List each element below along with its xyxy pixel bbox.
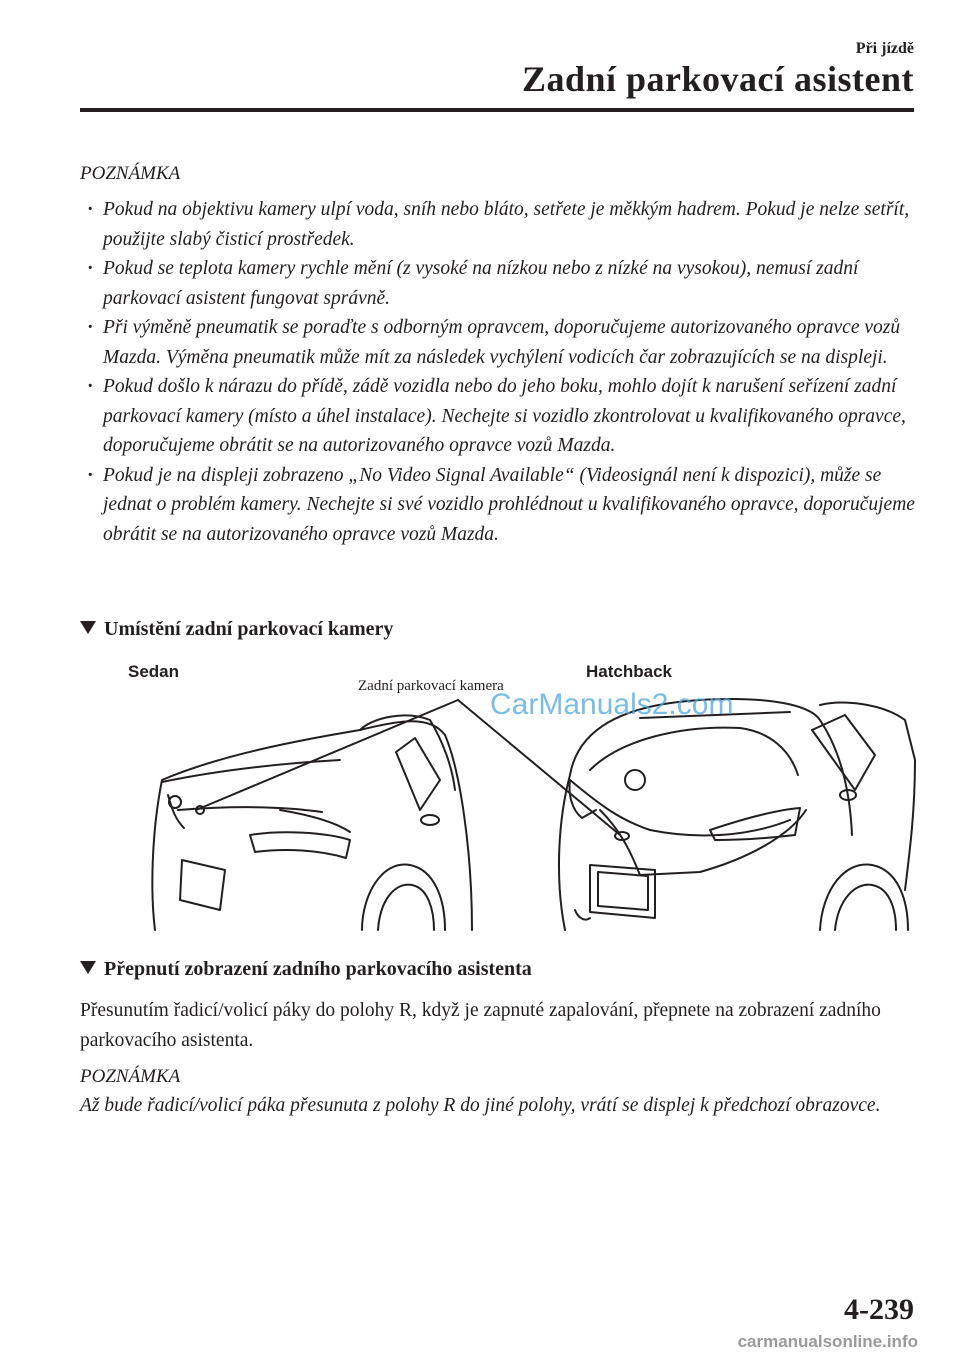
sedan-drawing xyxy=(152,715,472,930)
note-title: POZNÁMKA xyxy=(80,163,181,184)
figure-callout-camera: Zadní parkovací kamera xyxy=(358,678,504,694)
camera-location-figure xyxy=(100,660,920,935)
watermark: CarManuals2.com xyxy=(490,688,734,721)
header-rule xyxy=(80,108,914,112)
triangle-bullet-icon xyxy=(80,961,96,974)
section-heading-camera-location xyxy=(80,618,393,641)
display-switch-paragraph: Přesunutím řadicí/volicí páky do polohy R, když je zapnuté zapalování, přepnete na zobrazení zadního parkovacího asistenta. xyxy=(80,1000,881,1051)
page-header-title: Zadní parkovací asistent xyxy=(521,59,914,99)
figure-label-sedan: Sedan xyxy=(128,662,180,681)
page-number: 4-239 xyxy=(844,1293,914,1326)
section-heading-display-switch xyxy=(80,958,532,981)
note-bullet-item: · Při výměně pneumatik se poraďte s odborným opravcem, doporučujeme autorizovaného opravce vozů Mazda. Výměna pneumatik může mít za následek vychýlení vodicích čar zobrazujících se na displeji. xyxy=(80,313,920,372)
note-bullet-list xyxy=(80,195,920,549)
hatchback-drawing xyxy=(559,699,915,930)
note-title: POZNÁMKA xyxy=(80,1066,181,1087)
note-bullet-item: · Pokud je na displeji zobrazeno „No Video Signal Available“ (Videosignál není k dispozici), může se jednat o problém kamery. Nechejte si své vozidlo prohlédnout u kvalifikovaného opravce, doporučujeme obrátit se na autorizovaného opravce vozů Mazda. xyxy=(80,461,920,550)
note-bullet-item: · Pokud se teplota kamery rychle mění (z vysoké na nízkou nebo z nízké na vysokou), nemusí zadní parkovací asistent fungovat správně. xyxy=(80,254,920,313)
triangle-bullet-icon xyxy=(80,621,96,634)
section-heading-text: Přepnutí zobrazení zadního parkovacího asistenta xyxy=(104,958,532,980)
page-header-section: Při jízdě xyxy=(855,40,914,57)
note-bullet-item: · Pokud na objektivu kamery ulpí voda, sníh nebo bláto, setřete je měkkým hadrem. Pokud je nelze setřít, použijte slabý čisticí prostředek. xyxy=(80,195,920,254)
note-text: Až bude řadicí/volicí páka přesunuta z polohy R do jiné polohy, vrátí se displej k předchozí obrazovce. xyxy=(80,1095,881,1116)
note-bullet-item: · Pokud došlo k nárazu do přídě, zádě vozidla nebo do jeho boku, mohlo dojít k narušení seřízení zadní parkovací kamery (místo a úhel instalace). Nechejte si vozidlo zkontrolovat u kvalifikovaného opravce, doporučujeme obrátit se na autorizovaného opravce vozů Mazda. xyxy=(80,372,920,461)
section-heading-text: Umístění zadní parkovací kamery xyxy=(104,618,394,640)
footer-site-watermark: carmanualsonline.info xyxy=(737,1332,918,1351)
figure-label-hatchback: Hatchback xyxy=(586,662,672,681)
